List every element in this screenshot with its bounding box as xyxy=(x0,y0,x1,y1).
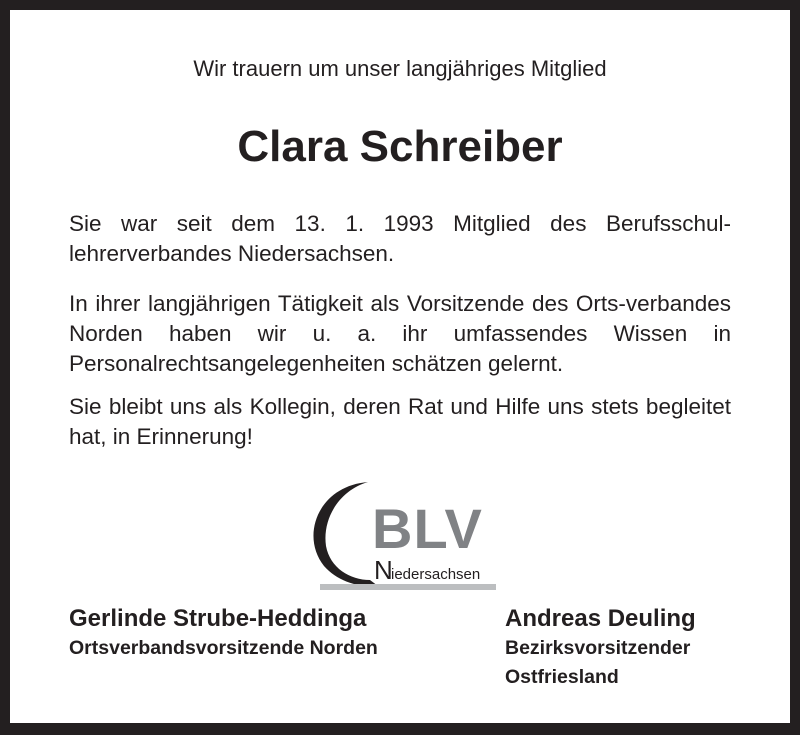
deceased-name: Clara Schreiber xyxy=(237,122,563,171)
signatory-role-line: Ostfriesland xyxy=(505,666,619,688)
signatory-role-line: Ortsverbandsvorsitzende Norden xyxy=(69,637,378,659)
intro-line: Wir trauern um unser langjähriges Mitglied xyxy=(193,56,607,81)
paragraph-activity: In ihrer langjährigen Tätigkeit als Vorsitzende des Orts-verbandes Norden haben wir u. a. ihr umfassendes Wissen in Personalrechtsangelegenheiten schätzen gelernt. xyxy=(69,291,731,376)
blv-logo xyxy=(306,476,496,596)
logo-letters: BLV xyxy=(372,497,483,560)
logo-subtitle: iedersachsen xyxy=(391,566,481,583)
paragraph-membership: Sie war seit dem 13. 1. 1993 Mitglied des Berufsschul-lehrerverbandes Niedersachsen. xyxy=(69,211,731,266)
signature-right xyxy=(505,604,696,692)
signatory-role xyxy=(505,634,696,692)
signatory-role-line: Bezirksvorsitzender xyxy=(505,637,691,659)
signatory-role xyxy=(69,634,378,663)
obituary-notice xyxy=(10,10,790,723)
logo-initial: N xyxy=(374,555,393,585)
paragraph-remembrance: Sie bleibt uns als Kollegin, deren Rat und Hilfe uns stets begleitet hat, in Erinnerung! xyxy=(69,394,731,449)
logo-bar xyxy=(320,584,496,590)
signatory-name: Andreas Deuling xyxy=(505,605,696,632)
signatory-name: Gerlinde Strube-Heddinga xyxy=(69,605,367,632)
signature-left xyxy=(69,604,378,663)
logo-arc xyxy=(313,482,378,586)
